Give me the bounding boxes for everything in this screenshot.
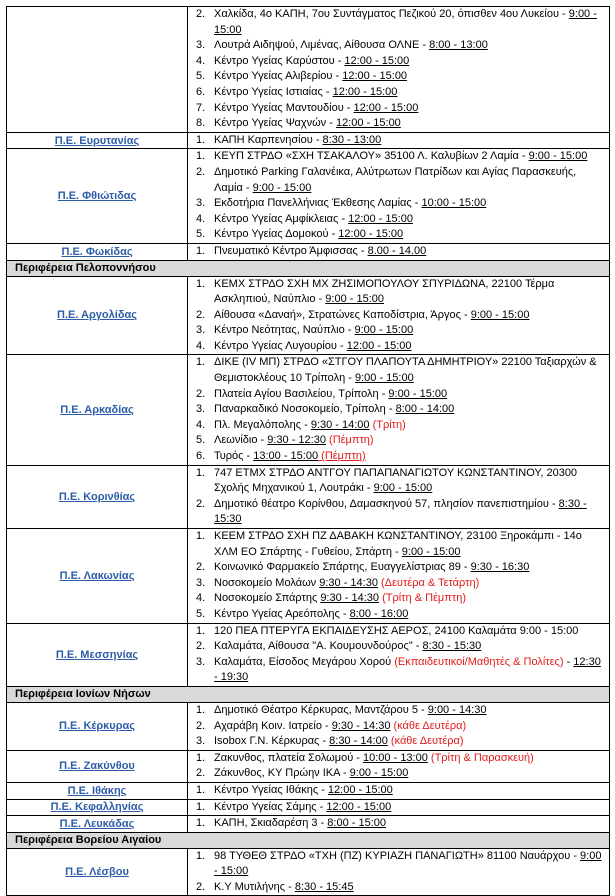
location-text: Πλατεία Αγίου Βασιλείου, Τρίπολη -	[214, 387, 389, 400]
location-text: ΚΕΜΧ ΣΤΡΔΟ ΣΧΗ ΜΧ ΖΗΣΙΜΟΠΟΥΛΟΥ ΣΠΥΡΙΔΩΝΑ, 22100 Τέρμα Ασκληπιού, Ναύπλιο -	[214, 277, 555, 306]
item-number: 4.	[196, 592, 206, 605]
item-text	[214, 244, 606, 260]
list-item	[192, 165, 606, 196]
item-number: 8.	[196, 117, 206, 130]
table-row	[7, 243, 610, 260]
opening-hours: 9:00 - 15:00	[325, 293, 384, 306]
item-number: 1.	[196, 703, 206, 716]
day-note: (Πέμπτη)	[325, 434, 374, 447]
table-row	[7, 465, 610, 528]
list-item	[192, 339, 606, 355]
unit-cell	[7, 465, 188, 528]
list-item	[192, 116, 606, 132]
location-text: 747 ΕΤΜΧ ΣΤΡΔΟ ΑΝΤΓΟΥ ΠΑΠΑΠΑΝΑΓΙΩΤΟΥ ΚΩΝΣΤΑΝΤΙΝΟΥ, 20300 Σχολής Μηχανικού 1, Λουτράκι -	[214, 466, 578, 495]
locations-cell	[188, 355, 610, 465]
location-text: Κέντρο Υγείας Αμφίκλειας -	[214, 212, 349, 225]
day-note: (Τρίτη & Πέμπτη)	[379, 592, 466, 605]
location-text: Κέντρο Υγείας Σάμης -	[214, 800, 327, 813]
location-text: Καλαμάτα, Αίθουσα "Α. Κουμουνδούρος" -	[214, 640, 423, 653]
opening-hours: 9:00 - 15:00	[354, 372, 414, 385]
table-row	[7, 355, 610, 465]
item-text	[214, 323, 606, 339]
item-number: 1.	[196, 800, 206, 813]
location-text: Κέντρο Υγείας Ιστιαίας -	[214, 85, 333, 98]
locations-cell	[188, 465, 610, 528]
item-text	[214, 402, 606, 418]
item-text	[214, 703, 606, 719]
list-item	[192, 355, 606, 386]
location-text: Λεωνίδιο -	[214, 434, 268, 447]
item-text	[214, 133, 606, 149]
opening-hours: 12:00 - 15:00	[346, 339, 412, 352]
item-text	[214, 196, 606, 212]
location-text: ΚΕΥΠ ΣΤΡΔΟ «ΣΧΗ ΤΣΑΚΑΛΟΥ» 35100 Λ. Καλυβίων 2 Λαμία -	[214, 150, 529, 163]
item-number: 2.	[196, 640, 206, 653]
opening-hours: 12:30 - 19:30	[214, 655, 601, 684]
item-text	[214, 880, 606, 896]
item-number: 1.	[196, 244, 206, 257]
locations-cell	[188, 848, 610, 896]
unit-cell	[7, 623, 188, 686]
item-text	[214, 38, 606, 54]
location-text: Νοσοκομείο Σπάρτης	[214, 592, 321, 605]
item-text	[214, 607, 606, 623]
location-text: Λουτρά Αιδηψού, Λιμένας, Αίθουσα ΟΛΝΕ -	[214, 39, 430, 52]
list-item	[192, 149, 606, 165]
opening-hours: 9:30 - 14:30	[320, 592, 380, 605]
item-text	[214, 165, 606, 196]
item-number: 5.	[196, 607, 206, 620]
location-text: Πλ. Μεγαλόπολης -	[214, 418, 311, 431]
table-row	[7, 529, 610, 624]
table-row	[7, 149, 610, 244]
regional-unit-link[interactable]: Π.Ε. Φωκίδας	[61, 245, 133, 258]
day-note: (Εκπαιδευτικοί/Μαθητές & Πολίτες)	[394, 655, 564, 668]
item-text	[214, 849, 606, 880]
opening-hours: 9:00 - 15:00	[354, 324, 414, 337]
locations-cell	[188, 702, 610, 750]
regional-unit-link[interactable]: Π.Ε. Αργολίδας	[57, 309, 137, 322]
item-number: 3.	[196, 39, 206, 52]
list-item	[192, 703, 606, 719]
list-item	[192, 607, 606, 623]
item-text	[214, 69, 606, 85]
opening-hours: 8.00 - 14.00	[367, 244, 427, 257]
separator-text: -	[563, 655, 574, 668]
item-text	[214, 277, 606, 308]
location-text: Τυρός -	[214, 450, 254, 463]
item-number: 1.	[196, 783, 206, 796]
item-number: 1.	[196, 849, 206, 862]
item-number: 2.	[196, 308, 206, 321]
opening-hours: 10:00 - 15:00	[421, 197, 487, 210]
regional-unit-link[interactable]: Π.Ε. Λευκάδας	[59, 817, 135, 830]
list-item	[192, 227, 606, 243]
opening-hours: 9:30 - 12:30	[267, 434, 326, 447]
item-text	[214, 308, 606, 324]
location-text: Χαλκίδα, 4ο ΚΑΠΗ, 7ου Συντάγματος Πεζικού 20, όπισθεν 4ου Λυκείου -	[214, 8, 569, 20]
unit-cell	[7, 529, 188, 624]
region-header-row	[7, 832, 610, 848]
item-text	[214, 433, 606, 449]
opening-hours: 12:00 - 15:00	[353, 101, 419, 114]
location-text: Κέντρο Νεότητας, Ναύπλιο -	[214, 324, 355, 337]
item-text	[214, 7, 606, 38]
region-header-row	[7, 260, 610, 276]
unit-cell	[7, 848, 188, 896]
list-item	[192, 7, 606, 38]
item-number: 1.	[196, 356, 206, 369]
unit-cell	[7, 243, 188, 260]
unit-cell	[7, 132, 188, 149]
table-row	[7, 623, 610, 686]
regional-unit-link[interactable]: Π.Ε. Ιθάκης	[67, 784, 127, 797]
location-text: Ζακυνθος, πλατεία Σολωμού -	[214, 751, 364, 764]
day-note: (κάθε Δευτέρα)	[390, 719, 467, 732]
list-item	[192, 308, 606, 324]
location-text: Κοινωνικό Φαρμακείο Σπάρτης, Ευαγγελίστριας 89 -	[214, 561, 471, 574]
list-item	[192, 591, 606, 607]
item-text	[214, 101, 606, 117]
item-text	[214, 766, 606, 782]
region-header: Περιφέρεια Ιονίων Νήσων	[7, 686, 610, 702]
vaccination-points-table	[6, 6, 610, 896]
list-item	[192, 133, 606, 149]
day-note: (Τρίτη & Παρασκευή)	[427, 751, 534, 764]
opening-hours: 8:30 - 15:30	[422, 640, 482, 653]
locations-cell	[188, 243, 610, 260]
list-item	[192, 497, 606, 528]
day-note: (κάθε Δευτέρα)	[387, 735, 464, 748]
day-note: (Τρίτη)	[369, 418, 406, 431]
table-row	[7, 816, 610, 833]
regional-unit-link[interactable]: Π.Ε. Ευρυτανίας	[54, 134, 140, 147]
opening-hours: 9:00 - 15:00	[528, 150, 588, 163]
item-number: 2.	[196, 165, 206, 178]
opening-hours: 9:00 - 15:00	[349, 767, 409, 780]
opening-hours: 12:00 - 15:00	[326, 800, 392, 813]
opening-hours: 9:00 - 15:00	[470, 308, 530, 321]
location-text: 120 ΠΕΑ ΠΤΕΡΥΓΑ ΕΚΠΑΙΔΕΥΣΗΣ ΑΕΡΟΣ, 24100 Καλαμάτα 9:00 - 15:00	[214, 624, 579, 637]
opening-hours: 9:00 - 14:30	[427, 703, 487, 716]
item-number: 5.	[196, 228, 206, 241]
location-text: Δημοτικό Θέατρο Κέρκυρας, Μαντζάρου 5 -	[214, 703, 428, 716]
list-item	[192, 402, 606, 418]
item-text	[214, 212, 606, 228]
opening-hours: 8:30 - 13:00	[322, 133, 382, 146]
item-number: 2.	[196, 387, 206, 400]
list-item	[192, 529, 606, 560]
item-text	[214, 639, 606, 655]
opening-hours: 12:00 - 15:00	[335, 117, 401, 130]
location-text: Κέντρο Υγείας Μαντουδίου -	[214, 101, 354, 114]
list-item	[192, 783, 606, 799]
opening-hours: 8:30 - 15:30	[214, 497, 587, 526]
item-text	[214, 54, 606, 70]
table-row	[7, 799, 610, 816]
item-number: 2.	[196, 880, 206, 893]
unit-cell	[7, 7, 188, 133]
item-number: 1.	[196, 150, 206, 163]
item-text	[214, 624, 606, 640]
opening-hours: 12:00 - 15:00	[342, 70, 408, 83]
regional-unit-link[interactable]: Π.Ε. Μεσσηνίας	[55, 648, 139, 661]
locations-cell	[188, 816, 610, 833]
location-text: Κέντρο Υγείας Λυγουρίου -	[214, 339, 347, 352]
location-text: Κέντρο Υγείας Καρύστου -	[214, 54, 345, 67]
list-item	[192, 323, 606, 339]
location-text: Κέντρο Υγείας Ιθάκης -	[214, 783, 328, 796]
item-number: 1.	[196, 466, 206, 479]
item-text	[214, 449, 606, 465]
opening-hours: 12:00 - 15:00	[327, 783, 393, 796]
regional-unit-link[interactable]: Π.Ε. Λέσβου	[65, 866, 129, 879]
list-item	[192, 800, 606, 816]
location-text: Isobox Γ.Ν. Κέρκυρας -	[214, 735, 330, 748]
list-item	[192, 85, 606, 101]
item-number: 1.	[196, 530, 206, 542]
item-text	[214, 355, 606, 386]
regional-unit-link[interactable]: Π.Ε. Λακωνίας	[59, 569, 135, 582]
list-item	[192, 101, 606, 117]
list-item	[192, 560, 606, 576]
list-item	[192, 880, 606, 896]
item-text	[214, 466, 606, 497]
location-text: Κέντρο Υγείας Αρεόπολης -	[214, 607, 350, 620]
table-row	[7, 276, 610, 355]
item-number: 1.	[196, 751, 206, 764]
list-item	[192, 433, 606, 449]
table-row	[7, 702, 610, 750]
item-number: 2.	[196, 497, 206, 510]
unit-cell	[7, 702, 188, 750]
regional-unit-link[interactable]: Π.Ε. Κεφαλληνίας	[50, 801, 144, 814]
item-text	[214, 339, 606, 355]
opening-hours: 12:00 - 15:00	[332, 85, 398, 98]
opening-hours: 13:00 - 15:00	[253, 450, 319, 463]
item-number: 2.	[196, 561, 206, 574]
location-text: ΚΑΠΗ Καρπενησίου -	[214, 133, 323, 146]
list-item	[192, 466, 606, 497]
list-item	[192, 69, 606, 85]
opening-hours: 9:00 - 15:00	[373, 482, 433, 495]
regional-unit-link[interactable]: Π.Ε. Κέρκυρας	[59, 720, 135, 733]
table-row	[7, 782, 610, 799]
item-number: 6.	[196, 450, 206, 463]
item-number: 4.	[196, 212, 206, 225]
location-text: Νοσοκομείο Μολάων	[214, 576, 320, 589]
location-text: Πνευματικό Κέντρο Άμφισσας -	[214, 244, 368, 257]
list-item	[192, 196, 606, 212]
location-text: Κέντρο Υγείας Ψαχνών -	[214, 117, 336, 130]
item-text	[214, 734, 606, 750]
list-item	[192, 639, 606, 655]
location-text: Δημοτικό θέατρο Κορίνθου, Δαμασκηνού 57, πλησίον πανεπιστημίου -	[214, 497, 559, 510]
locations-cell	[188, 529, 610, 624]
item-text	[214, 576, 606, 592]
item-number: 3.	[196, 324, 206, 337]
opening-hours: 8:00 - 15:00	[327, 817, 386, 830]
opening-hours: 12:00 - 15:00	[338, 228, 404, 241]
item-number: 2.	[196, 8, 206, 20]
list-item	[192, 751, 606, 767]
item-number: 3.	[196, 197, 206, 210]
opening-hours: 9:00 - 15:00	[401, 545, 461, 558]
location-text: Κ.Υ Μυτιλήνης -	[214, 880, 295, 893]
item-text	[214, 149, 606, 165]
opening-hours: 9:30 - 16:30	[470, 561, 530, 574]
item-number: 3.	[196, 735, 206, 748]
locations-cell	[188, 782, 610, 799]
item-number: 3.	[196, 576, 206, 589]
item-text	[214, 418, 606, 434]
item-text	[214, 497, 606, 528]
item-number: 4.	[196, 418, 206, 431]
opening-hours: 10:00 - 13:00	[363, 751, 428, 764]
opening-hours: 9:00 - 15:00	[214, 8, 597, 36]
regional-unit-link[interactable]: Π.Ε. Ζακύνθου	[59, 760, 135, 773]
item-text	[214, 719, 606, 735]
item-text	[214, 783, 606, 799]
unit-cell	[7, 149, 188, 244]
locations-cell	[188, 750, 610, 782]
item-text	[214, 591, 606, 607]
item-text	[214, 529, 606, 560]
table-row	[7, 7, 610, 133]
day-note: (Δευτέρα & Τετάρτη)	[377, 576, 480, 589]
table-body	[7, 7, 610, 896]
list-item	[192, 38, 606, 54]
day-note: (Πέμπτη)	[318, 450, 366, 463]
item-number: 2.	[196, 767, 206, 780]
opening-hours: 8:00 - 13:00	[429, 39, 488, 52]
opening-hours: 8:30 - 14:00	[329, 735, 388, 748]
list-item	[192, 734, 606, 750]
list-item	[192, 655, 606, 686]
opening-hours: 9:30 - 14:30	[331, 719, 391, 732]
location-text: Δημοτικό Parking Γαλανέικα, Αλύτρωτων Πατρίδων και Αγίας Παρασκευής, Λαμία -	[214, 165, 577, 194]
list-item	[192, 576, 606, 592]
list-item	[192, 418, 606, 434]
item-text	[214, 800, 606, 816]
opening-hours: 12:00 - 15:00	[344, 54, 410, 67]
item-text	[214, 560, 606, 576]
opening-hours: 8:30 - 15:45	[294, 880, 354, 893]
list-item	[192, 244, 606, 260]
list-item	[192, 212, 606, 228]
locations-cell	[188, 7, 610, 133]
list-item	[192, 766, 606, 782]
item-number: 1.	[196, 624, 206, 637]
opening-hours: 9:00 - 15:00	[388, 387, 448, 400]
list-item	[192, 54, 606, 70]
location-text: Ζάκυνθος, ΚΥ Πρώην ΙΚΑ -	[214, 767, 350, 780]
location-text: ΔΙΚΕ (ΙV ΜΠ) ΣΤΡΔΟ «ΣΤΓΟΥ ΠΛΑΠΟΥΤΑ ΔΗΜΗΤΡΙΟΥ» 22100 Ταξιαρχών & Θεμιστοκλέους 10 Τρίπολη -	[214, 356, 597, 385]
region-header-row	[7, 686, 610, 702]
location-text: ΚΕΕΜ ΣΤΡΔΟ ΣΧΗ ΠΖ ΔΑΒΑΚΗ ΚΩΝΣΤΑΝΤΙΝΟΥ, 23100 Ξηροκάμπι - 14ο ΧΛΜ ΕΟ Σπάρτης - Γυθείου, Σπάρτη -	[214, 530, 582, 558]
list-item	[192, 624, 606, 640]
locations-cell	[188, 799, 610, 816]
unit-cell	[7, 799, 188, 816]
item-number: 1.	[196, 817, 206, 830]
item-number: 2.	[196, 719, 206, 732]
region-header: Περιφέρεια Βορείου Αιγαίου	[7, 832, 610, 848]
table-row	[7, 750, 610, 782]
location-text: Παναρκαδικό Νοσοκομείο, Τρίπολη -	[214, 403, 396, 416]
item-text	[214, 751, 606, 767]
opening-hours: 9:30 - 14:30	[319, 576, 378, 589]
item-text	[214, 116, 606, 132]
opening-hours: 8:00 - 14:00	[395, 403, 455, 416]
list-item	[192, 719, 606, 735]
location-text: Εκδοτήρια Πανελλήνιας Έκθεσης Λαμίας -	[214, 197, 422, 210]
item-number: 4.	[196, 54, 206, 67]
item-text	[214, 387, 606, 403]
list-item	[192, 277, 606, 308]
location-text: Κέντρο Υγείας Δομοκού -	[214, 228, 339, 241]
list-item	[192, 816, 606, 832]
unit-cell	[7, 355, 188, 465]
item-number: 5.	[196, 70, 206, 83]
item-text	[214, 816, 606, 832]
item-number: 1.	[196, 133, 206, 146]
item-number: 4.	[196, 339, 206, 352]
unit-cell	[7, 276, 188, 355]
item-text	[214, 227, 606, 243]
opening-hours: 9:00 - 15:00	[214, 849, 602, 878]
regional-unit-link[interactable]: Π.Ε. Κορινθίας	[58, 490, 136, 503]
item-number: 7.	[196, 101, 206, 114]
table-row	[7, 132, 610, 149]
location-text: Κέντρο Υγείας Αλιβερίου -	[214, 70, 343, 83]
table-row	[7, 848, 610, 896]
item-number: 6.	[196, 85, 206, 98]
region-header: Περιφέρεια Πελοποννήσου	[7, 260, 610, 276]
locations-cell	[188, 276, 610, 355]
list-item	[192, 387, 606, 403]
location-text: 98 ΤΥΘΕΘ ΣΤΡΔΟ «ΤΧΗ (ΠΖ) ΚΥΡΙΑΖΗ ΠΑΝΑΓΙΩΤΗ» 81100 Ναυάρχου -	[214, 849, 581, 862]
opening-hours: 12:00 - 15:00	[348, 212, 413, 225]
locations-cell	[188, 149, 610, 244]
item-number: 5.	[196, 434, 206, 447]
location-text: Αίθουσα «Δαναή», Στρατώνες Καποδίστρια, Άργος -	[214, 308, 471, 321]
unit-cell	[7, 816, 188, 833]
item-number: 3.	[196, 655, 206, 668]
locations-cell	[188, 623, 610, 686]
regional-unit-link[interactable]: Π.Ε. Φθιώτιδας	[57, 190, 137, 203]
item-text	[214, 85, 606, 101]
location-text: ΚΑΠΗ, Σκιαδαρέση 3 -	[214, 817, 328, 830]
list-item	[192, 849, 606, 880]
opening-hours: 9:30 - 14:00	[310, 418, 370, 431]
location-text: Αχαράβη Κοιν. Ιατρείο -	[214, 719, 332, 732]
unit-cell	[7, 782, 188, 799]
item-number: 1.	[196, 277, 206, 290]
opening-hours: 9:00 - 15:00	[252, 181, 312, 194]
opening-hours: 8:00 - 16:00	[349, 607, 409, 620]
location-text: Καλαμάτα, Είσοδος Μεγάρου Χορού	[214, 655, 395, 668]
item-number: 3.	[196, 403, 206, 416]
item-text	[214, 655, 606, 686]
locations-cell	[188, 132, 610, 149]
regional-unit-link[interactable]: Π.Ε. Αρκαδίας	[60, 404, 134, 417]
list-item	[192, 449, 606, 465]
unit-cell	[7, 750, 188, 782]
